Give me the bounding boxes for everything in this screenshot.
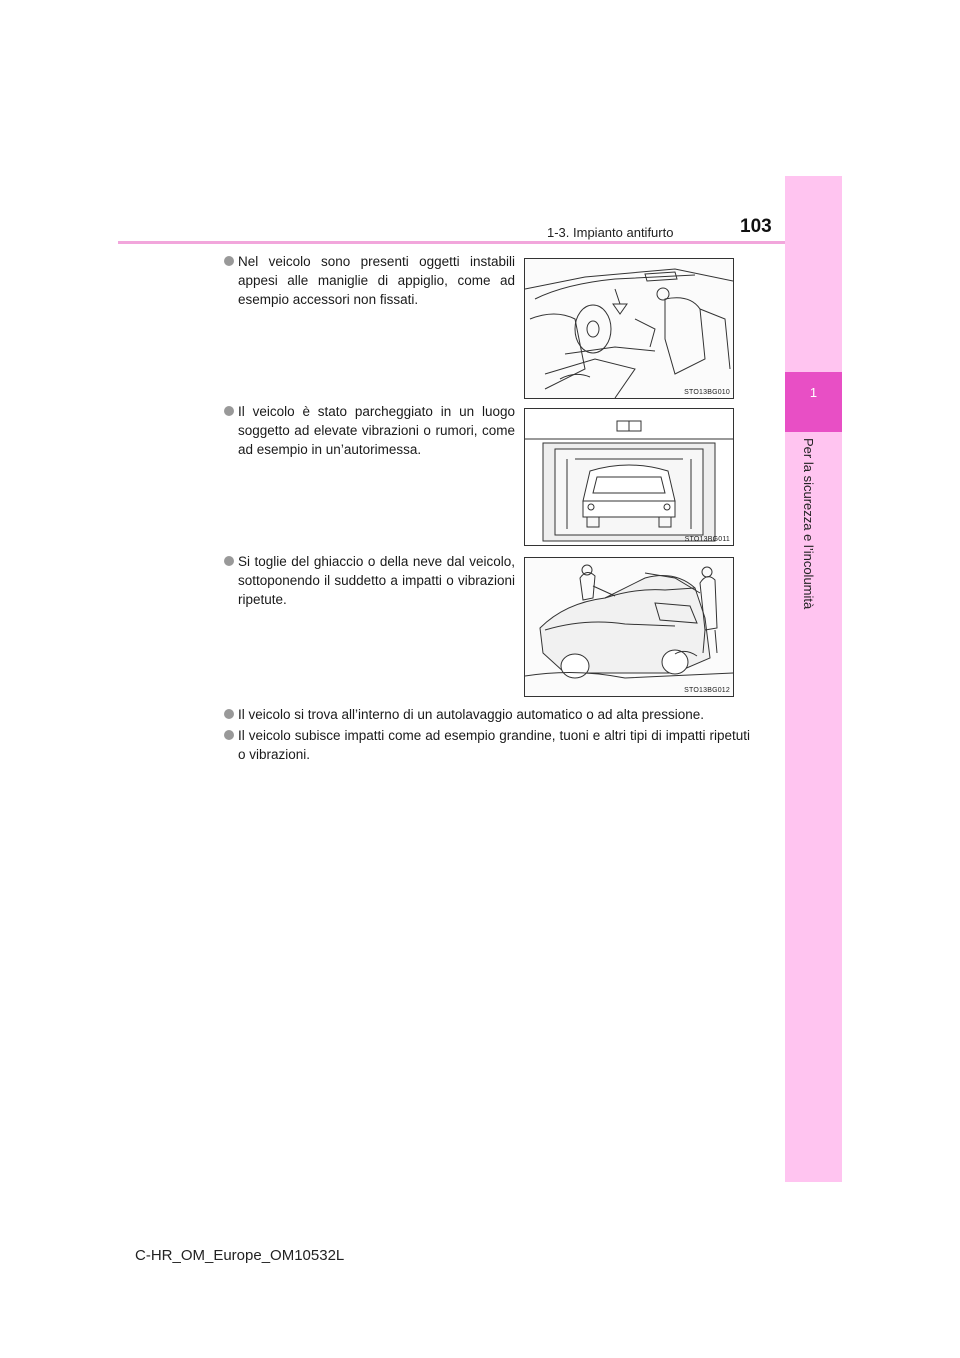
bullet-text: Nel veicolo sono presenti oggetti instabili appesi alle maniglie di appiglio, come ad esempio accessori non fissati. [238, 254, 515, 307]
bullet-dot-icon [224, 556, 234, 566]
bullet-item [224, 726, 750, 764]
figure-code: STO13BG010 [684, 389, 730, 396]
bullet-dot-icon [224, 406, 234, 416]
bullet-text: Si toglie del ghiaccio o della neve dal veicolo, sottoponendo il suddetto a impatti o vibrazioni ripetute. [238, 554, 515, 607]
figure-code: STO13BG011 [684, 536, 730, 543]
bullet-item [224, 402, 515, 459]
figure-car-interior [524, 258, 734, 399]
car-in-garage-icon [525, 409, 733, 545]
bullet-text: Il veicolo subisce impatti come ad esempio grandine, tuoni e altri tipi di impatti ripetuti o vibrazioni. [238, 728, 750, 762]
bullet-item [224, 705, 750, 724]
chapter-title: Per la sicurezza e l’incolumità [801, 438, 816, 610]
bullet-item [224, 552, 515, 609]
figure-garage [524, 408, 734, 546]
header-rule [118, 241, 785, 244]
chapter-tab-active-marker[interactable] [785, 372, 842, 432]
bullet-dot-icon [224, 256, 234, 266]
section-title: 1-3. Impianto antifurto [547, 225, 674, 240]
bullet-dot-icon [224, 709, 234, 719]
chapter-side-tab [785, 176, 842, 1182]
figure-snow-removal [524, 557, 734, 697]
snow-removal-from-car-icon [525, 558, 733, 696]
chapter-number: 1 [809, 385, 818, 400]
car-interior-hanging-accessories-icon [525, 259, 733, 398]
bullet-text: Il veicolo è stato parcheggiato in un luogo soggetto ad elevate vibrazioni o rumori, come ad esempio in un’autorimessa. [238, 404, 515, 457]
footer-doc-id: C-HR_OM_Europe_OM10532L [135, 1247, 345, 1264]
bullet-dot-icon [224, 730, 234, 740]
bullet-item [224, 252, 515, 309]
bullet-text: Il veicolo si trova all’interno di un autolavaggio automatico o ad alta pressione. [238, 707, 705, 722]
page-number: 103 [740, 216, 772, 237]
figure-code: STO13BG012 [684, 687, 730, 694]
